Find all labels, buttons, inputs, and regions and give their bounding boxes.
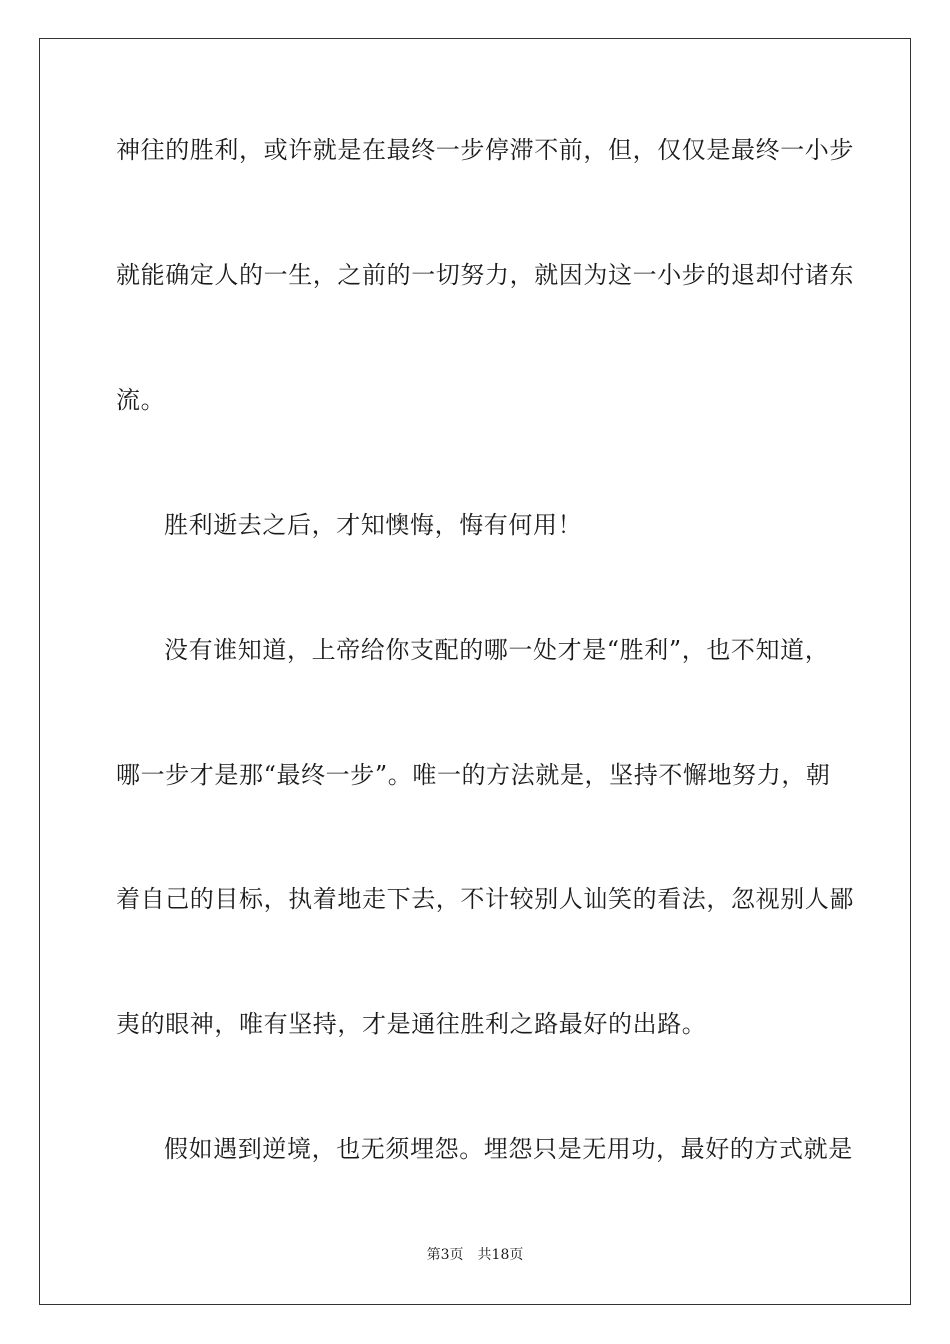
page-footer bbox=[0, 1246, 950, 1264]
page-number: 第3页 bbox=[426, 1247, 464, 1263]
paragraph-first-line: 假如遇到逆境，也无须埋怨。埋怨只是无用功，最好的方式就是 bbox=[164, 1135, 853, 1163]
body-text-line: 流。 bbox=[116, 386, 166, 414]
page-total: 共18页 bbox=[477, 1247, 524, 1263]
body-text-line: 着自己的目标，执着地走下去，不计较别人讪笑的看法，忽视别人鄙 bbox=[116, 885, 854, 913]
body-text-line: 神往的胜利，或许就是在最终一步停滞不前，但，仅仅是最终一小步 bbox=[116, 136, 854, 164]
paragraph-first-line: 胜利逝去之后，才知懊悔，悔有何用！ bbox=[164, 511, 583, 539]
page-border bbox=[39, 38, 911, 1305]
body-text-line: 夷的眼神，唯有坚持，才是通往胜利之路最好的出路。 bbox=[116, 1010, 707, 1038]
body-text-line: 哪一步才是那“最终一步”。唯一的方法就是，坚持不懈地努力，朝 bbox=[116, 761, 831, 789]
body-text-line: 就能确定人的一生，之前的一切努力，就因为这一小步的退却付诸东 bbox=[116, 261, 854, 289]
paragraph-first-line: 没有谁知道，上帝给你支配的哪一处才是“胜利”，也不知道， bbox=[164, 636, 830, 664]
